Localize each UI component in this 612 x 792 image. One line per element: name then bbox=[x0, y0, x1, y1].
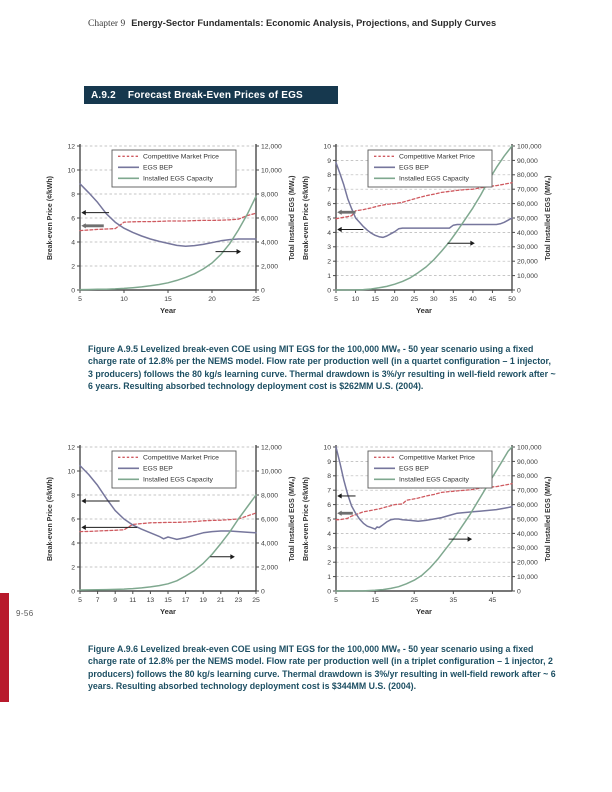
svg-text:10,000: 10,000 bbox=[517, 273, 538, 280]
svg-text:30,000: 30,000 bbox=[517, 244, 538, 252]
svg-text:Total Installed EGS (MWₑ): Total Installed EGS (MWₑ) bbox=[289, 476, 296, 562]
svg-text:Total Installed EGS (MWₑ): Total Installed EGS (MWₑ) bbox=[545, 175, 552, 261]
svg-text:12: 12 bbox=[67, 444, 75, 452]
svg-text:Year: Year bbox=[415, 607, 433, 616]
svg-text:40: 40 bbox=[469, 296, 477, 303]
svg-text:EGS BEP: EGS BEP bbox=[399, 465, 429, 473]
svg-text:80,000: 80,000 bbox=[517, 473, 538, 481]
svg-text:90,000: 90,000 bbox=[517, 157, 538, 165]
svg-text:35: 35 bbox=[449, 296, 458, 303]
chart-a96-triplet-25yr bbox=[44, 441, 300, 627]
svg-text:4: 4 bbox=[327, 530, 331, 538]
section-heading-bar bbox=[84, 86, 338, 104]
svg-text:30,000: 30,000 bbox=[517, 545, 538, 553]
svg-text:10,000: 10,000 bbox=[261, 167, 282, 175]
svg-text:Year: Year bbox=[415, 306, 433, 315]
svg-text:8: 8 bbox=[327, 172, 331, 180]
svg-text:5: 5 bbox=[327, 215, 331, 223]
svg-text:9: 9 bbox=[327, 458, 331, 466]
svg-text:3: 3 bbox=[327, 545, 331, 553]
svg-text:3: 3 bbox=[327, 244, 331, 252]
svg-text:12: 12 bbox=[67, 143, 75, 151]
svg-text:2: 2 bbox=[327, 258, 331, 266]
svg-text:8,000: 8,000 bbox=[261, 191, 279, 199]
svg-text:4,000: 4,000 bbox=[261, 239, 279, 247]
svg-text:0: 0 bbox=[517, 588, 521, 596]
svg-text:2,000: 2,000 bbox=[261, 564, 279, 572]
chart-a96-triplet-50yr bbox=[300, 441, 556, 627]
svg-text:6,000: 6,000 bbox=[261, 215, 279, 223]
svg-text:9: 9 bbox=[327, 157, 331, 165]
svg-text:10: 10 bbox=[351, 296, 360, 303]
svg-text:5: 5 bbox=[327, 516, 331, 524]
svg-text:6,000: 6,000 bbox=[261, 516, 279, 524]
svg-text:Installed EGS Capacity: Installed EGS Capacity bbox=[399, 476, 469, 484]
svg-text:10,000: 10,000 bbox=[261, 468, 282, 476]
svg-text:2: 2 bbox=[71, 564, 75, 572]
svg-text:25: 25 bbox=[410, 597, 419, 604]
svg-text:20,000: 20,000 bbox=[517, 559, 538, 567]
svg-text:0: 0 bbox=[327, 287, 331, 295]
svg-text:50,000: 50,000 bbox=[517, 215, 538, 223]
svg-text:10: 10 bbox=[67, 167, 75, 175]
chapter-label: Chapter 9 bbox=[88, 19, 126, 29]
svg-text:0: 0 bbox=[261, 588, 265, 596]
svg-text:1: 1 bbox=[327, 273, 331, 280]
svg-text:2: 2 bbox=[71, 263, 75, 271]
svg-text:5: 5 bbox=[78, 597, 82, 604]
svg-text:35: 35 bbox=[449, 597, 458, 604]
svg-text:EGS BEP: EGS BEP bbox=[399, 164, 429, 172]
svg-text:Total Installed EGS (MWₑ): Total Installed EGS (MWₑ) bbox=[545, 476, 552, 562]
svg-text:19: 19 bbox=[199, 597, 207, 604]
svg-text:9: 9 bbox=[113, 597, 118, 604]
svg-text:30: 30 bbox=[429, 296, 438, 303]
chart-a95-quartet-25yr bbox=[44, 140, 300, 326]
svg-text:2: 2 bbox=[327, 559, 331, 567]
svg-text:15: 15 bbox=[371, 296, 379, 303]
svg-text:8,000: 8,000 bbox=[261, 492, 279, 500]
svg-text:0: 0 bbox=[327, 588, 331, 596]
figure-caption-a96: Figure A.9.6 Levelized break-even COE using MIT EGS for the 100,000 MWₑ - 50 year scenario using a fixed charge rate of 12.8% per the NEMS model. Flow rate per production well (in a triplet configuration – 1 injector, 2 producers) follows the 80 kg/s learning curve. Thermal drawdown is 3%/yr resulting in well-field rework after ~ 6 years. Resulting absorbed technology deployment cost is $344MM U.S. (2004). bbox=[88, 643, 556, 692]
svg-text:Break-even Price (¢/kWh): Break-even Price (¢/kWh) bbox=[303, 175, 310, 261]
svg-text:17: 17 bbox=[181, 597, 190, 604]
svg-text:10: 10 bbox=[323, 444, 331, 452]
svg-text:50,000: 50,000 bbox=[517, 516, 538, 524]
svg-text:10,000: 10,000 bbox=[517, 574, 538, 581]
svg-text:25: 25 bbox=[252, 296, 260, 303]
svg-text:12,000: 12,000 bbox=[261, 143, 282, 151]
svg-text:21: 21 bbox=[217, 597, 225, 604]
svg-text:Installed EGS Capacity: Installed EGS Capacity bbox=[399, 175, 469, 183]
svg-text:70,000: 70,000 bbox=[517, 186, 538, 194]
svg-text:6: 6 bbox=[327, 201, 331, 208]
svg-text:Competitive Market Price: Competitive Market Price bbox=[143, 153, 219, 161]
section-title: Forecast Break-Even Prices of EGS bbox=[127, 89, 303, 101]
svg-text:45: 45 bbox=[488, 296, 497, 303]
svg-text:Installed EGS Capacity: Installed EGS Capacity bbox=[143, 476, 213, 484]
svg-text:12,000: 12,000 bbox=[261, 444, 282, 452]
svg-text:10: 10 bbox=[323, 143, 331, 151]
svg-text:4: 4 bbox=[327, 229, 331, 237]
svg-text:1: 1 bbox=[327, 574, 331, 581]
chart-a95-quartet-50yr bbox=[300, 140, 556, 326]
svg-text:20,000: 20,000 bbox=[517, 258, 538, 266]
svg-text:Year: Year bbox=[159, 607, 177, 616]
svg-text:60,000: 60,000 bbox=[517, 502, 538, 509]
svg-text:40,000: 40,000 bbox=[517, 530, 538, 538]
svg-text:13: 13 bbox=[146, 597, 155, 604]
svg-text:45: 45 bbox=[488, 597, 497, 604]
svg-text:2,000: 2,000 bbox=[261, 263, 279, 271]
page-header bbox=[88, 13, 588, 31]
svg-text:7: 7 bbox=[327, 487, 331, 495]
svg-text:7: 7 bbox=[95, 597, 100, 604]
svg-text:8: 8 bbox=[71, 492, 75, 500]
svg-text:25: 25 bbox=[410, 296, 419, 303]
svg-text:15: 15 bbox=[371, 597, 379, 604]
svg-text:100,000: 100,000 bbox=[517, 143, 542, 151]
svg-text:EGS BEP: EGS BEP bbox=[143, 164, 173, 172]
svg-text:70,000: 70,000 bbox=[517, 487, 538, 495]
svg-text:80,000: 80,000 bbox=[517, 172, 538, 180]
svg-text:5: 5 bbox=[334, 597, 338, 604]
svg-text:Year: Year bbox=[159, 306, 177, 315]
svg-text:6: 6 bbox=[71, 516, 75, 524]
svg-text:90,000: 90,000 bbox=[517, 458, 538, 466]
svg-text:0: 0 bbox=[517, 287, 521, 295]
svg-text:8: 8 bbox=[327, 473, 331, 481]
svg-text:Break-even Price (¢/kWh): Break-even Price (¢/kWh) bbox=[47, 175, 54, 261]
svg-text:10: 10 bbox=[67, 468, 75, 476]
svg-text:6: 6 bbox=[327, 502, 331, 509]
svg-text:Total Installed EGS (MWₑ): Total Installed EGS (MWₑ) bbox=[289, 175, 296, 261]
svg-text:20: 20 bbox=[390, 296, 399, 303]
svg-text:4: 4 bbox=[71, 239, 75, 247]
page-edge-red-bar bbox=[0, 593, 9, 702]
figure-caption-a95: Figure A.9.5 Levelized break-even COE using MIT EGS for the 100,000 MWₑ - 50 year scenario using a fixed charge rate of 12.8% per the NEMS model. Flow rate per production well (in a quartet configuration – 1 injector, 3 producers) follows the 80 kg/s learning curve. Thermal drawdown is 3%/yr resulting in well-field rework after ~ 6 years. Resulting absorbed technology deployment cost is $262MM U.S. (2004). bbox=[88, 343, 556, 392]
svg-text:15: 15 bbox=[164, 296, 172, 303]
svg-text:25: 25 bbox=[252, 597, 260, 604]
svg-text:EGS BEP: EGS BEP bbox=[143, 465, 173, 473]
svg-text:10: 10 bbox=[120, 296, 128, 303]
svg-text:5: 5 bbox=[78, 296, 82, 303]
chapter-title: Energy-Sector Fundamentals: Economic Analysis, Projections, and Supply Curves bbox=[131, 18, 497, 28]
svg-text:Competitive Market Price: Competitive Market Price bbox=[399, 454, 475, 462]
svg-text:6: 6 bbox=[71, 215, 75, 223]
svg-text:40,000: 40,000 bbox=[517, 229, 538, 237]
svg-text:23: 23 bbox=[234, 597, 243, 604]
svg-text:100,000: 100,000 bbox=[517, 444, 542, 452]
svg-text:Break-even Price (¢/kWh): Break-even Price (¢/kWh) bbox=[47, 476, 54, 562]
svg-text:15: 15 bbox=[164, 597, 172, 604]
svg-text:Installed EGS Capacity: Installed EGS Capacity bbox=[143, 175, 213, 183]
svg-text:8: 8 bbox=[71, 191, 75, 199]
svg-text:11: 11 bbox=[129, 597, 137, 604]
svg-text:0: 0 bbox=[261, 287, 265, 295]
svg-text:Competitive Market Price: Competitive Market Price bbox=[399, 153, 475, 161]
svg-text:50: 50 bbox=[508, 296, 516, 303]
svg-text:4: 4 bbox=[71, 540, 75, 548]
svg-text:4,000: 4,000 bbox=[261, 540, 279, 548]
svg-text:60,000: 60,000 bbox=[517, 201, 538, 208]
svg-text:Competitive Market Price: Competitive Market Price bbox=[143, 454, 219, 462]
section-number: A.9.2 bbox=[91, 89, 116, 101]
svg-text:Break-even Price (¢/kWh): Break-even Price (¢/kWh) bbox=[303, 476, 310, 562]
svg-text:20: 20 bbox=[208, 296, 216, 303]
svg-text:7: 7 bbox=[327, 186, 331, 194]
svg-text:5: 5 bbox=[334, 296, 338, 303]
page-number: 9-56 bbox=[16, 609, 34, 618]
svg-text:0: 0 bbox=[71, 588, 75, 596]
svg-text:0: 0 bbox=[71, 287, 75, 295]
